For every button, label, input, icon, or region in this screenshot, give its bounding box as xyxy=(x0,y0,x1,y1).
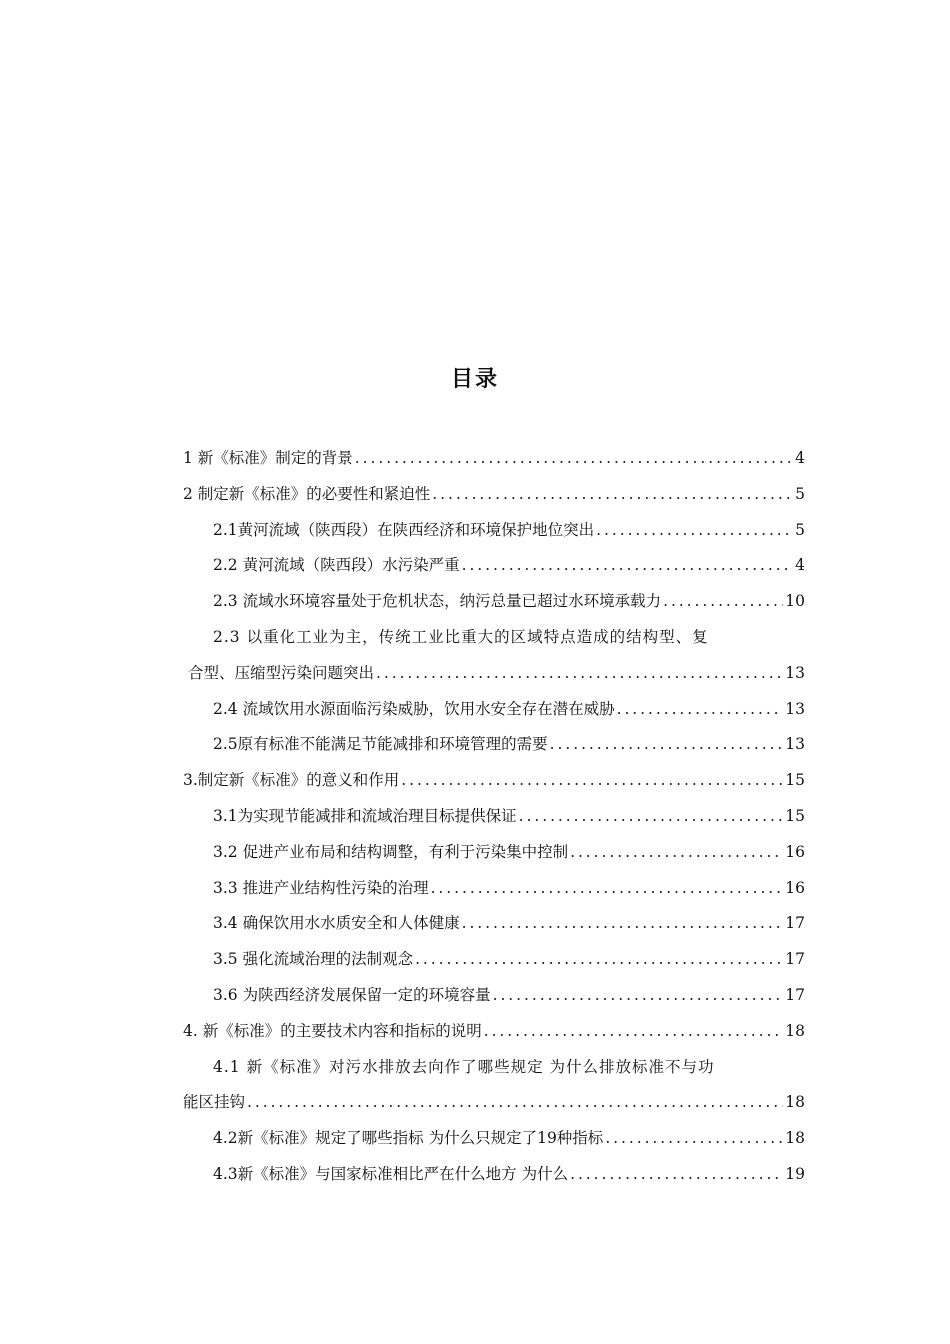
toc-entry[interactable] xyxy=(183,477,805,513)
toc-page-number: 17 xyxy=(785,950,805,969)
dot-leader xyxy=(399,763,783,799)
dot-leader xyxy=(429,871,784,907)
dot-leader xyxy=(460,548,794,584)
toc-entry-label: 合型、压缩型污染问题突出 xyxy=(188,663,375,682)
toc-entry-label: 4.2新《标准》规定了哪些指标 为什么只规定了19种指标 xyxy=(213,1129,604,1148)
toc-entry-continuation[interactable] xyxy=(183,1085,805,1121)
toc-page-number: 16 xyxy=(785,842,805,861)
dot-leader xyxy=(661,584,783,620)
toc-entry[interactable] xyxy=(183,620,805,656)
dot-leader xyxy=(374,656,783,692)
toc-page-number: 17 xyxy=(785,985,805,1004)
toc-entry[interactable] xyxy=(183,1050,805,1086)
toc-page-number: 13 xyxy=(785,699,805,718)
toc-entry[interactable] xyxy=(183,835,805,871)
toc-entry[interactable] xyxy=(183,692,805,728)
dot-leader xyxy=(430,477,793,513)
dot-leader xyxy=(353,441,793,477)
dot-leader xyxy=(548,727,784,763)
toc-entry-label: 3.制定新《标准》的意义和作用 xyxy=(183,771,400,790)
toc-entry[interactable] xyxy=(183,1014,805,1050)
dot-leader xyxy=(603,1121,783,1157)
toc-page-number: 13 xyxy=(785,735,805,754)
toc-entry-label: 2.3 流域水环境容量处于危机状态，纳污总量已超过水环境承载力 xyxy=(213,592,662,611)
toc-entry-label: 3.6 为陕西经济发展保留一定的环境容量 xyxy=(213,985,491,1004)
toc-entry[interactable] xyxy=(183,942,805,978)
toc-page-number: 15 xyxy=(785,806,805,825)
toc-page-number: 19 xyxy=(785,1164,805,1183)
toc-page-number: 15 xyxy=(785,771,805,790)
toc-entry-label: 4.1 新《标准》对污水排放去向作了哪些规定 为什么排放标准不与功 xyxy=(213,1057,715,1076)
toc-entry-label: 3.2 促进产业布局和结构调整，有利于污染集中控制 xyxy=(213,842,569,861)
page-title: 目录 xyxy=(450,367,499,392)
toc-entry[interactable] xyxy=(183,441,805,477)
dot-leader xyxy=(245,1085,783,1121)
toc-entry-label: 3.4 确保饮用水水质安全和人体健康 xyxy=(213,914,460,933)
toc-entry[interactable] xyxy=(183,799,805,835)
toc-page-number: 18 xyxy=(785,1021,805,1040)
dot-leader xyxy=(517,799,784,835)
toc-page-number: 16 xyxy=(785,878,805,897)
toc-entry[interactable] xyxy=(183,871,805,907)
toc-entry[interactable] xyxy=(183,1157,805,1193)
toc-entry[interactable] xyxy=(183,548,805,584)
toc-entry[interactable] xyxy=(183,906,805,942)
toc-page-number: 10 xyxy=(785,592,805,611)
toc-entry-continuation[interactable] xyxy=(183,656,805,692)
toc-entry-label: 2.1黄河流域（陕西段）在陕西经济和环境保护地位突出 xyxy=(213,520,595,539)
toc-entry-label: 4. 新《标准》的主要技术内容和指标的说明 xyxy=(183,1021,482,1040)
toc-page-number: 4 xyxy=(795,449,805,467)
toc-entry[interactable] xyxy=(183,978,805,1014)
toc-page-number: 13 xyxy=(785,663,805,682)
table-of-contents xyxy=(183,441,805,1193)
toc-entry-label: 3.3 推进产业结构性污染的治理 xyxy=(213,878,429,897)
toc-entry-label: 4.3新《标准》与国家标准相比严在什么地方 为什么 xyxy=(213,1164,569,1183)
toc-page-number: 18 xyxy=(785,1129,805,1148)
dot-leader xyxy=(568,1157,783,1193)
toc-entry[interactable] xyxy=(183,584,805,620)
toc-entry-label: 2.4 流域饮用水源面临污染威胁，饮用水安全存在潜在威胁 xyxy=(213,699,615,718)
toc-entry-label: 2.3 以重化工业为主，传统工业比重大的区域特点造成的结构型、复 xyxy=(213,627,709,646)
toc-page-number: 17 xyxy=(785,914,805,933)
toc-entry-label: 2.5原有标准不能满足节能减排和环境管理的需要 xyxy=(213,735,548,754)
toc-entry[interactable] xyxy=(183,1121,805,1157)
toc-entry[interactable] xyxy=(183,513,805,549)
toc-page-number: 18 xyxy=(785,1093,805,1112)
toc-entry[interactable] xyxy=(183,727,805,763)
toc-entry-label: 3.1为实现节能减排和流域治理目标提供保证 xyxy=(213,806,517,825)
toc-page-number: 5 xyxy=(795,484,805,503)
toc-entry-label: 3.5 强化流域治理的法制观念 xyxy=(213,950,414,969)
toc-entry-label: 2.2 黄河流域（陕西段）水污染严重 xyxy=(213,556,460,575)
toc-entry-label: 2 制定新《标准》的必要性和紧迫性 xyxy=(183,484,431,503)
toc-entry-label: 1 新《标准》制定的背景 xyxy=(183,449,353,467)
dot-leader xyxy=(413,942,783,978)
toc-entry[interactable] xyxy=(183,763,805,799)
dot-leader xyxy=(482,1014,784,1050)
dot-leader xyxy=(460,906,784,942)
toc-entry-label: 能区挂钩 xyxy=(183,1093,246,1112)
dot-leader xyxy=(594,513,793,549)
dot-leader xyxy=(568,835,783,871)
toc-page-number: 5 xyxy=(795,520,805,539)
toc-page-number: 4 xyxy=(795,556,805,575)
dot-leader xyxy=(491,978,784,1014)
dot-leader xyxy=(615,692,784,728)
